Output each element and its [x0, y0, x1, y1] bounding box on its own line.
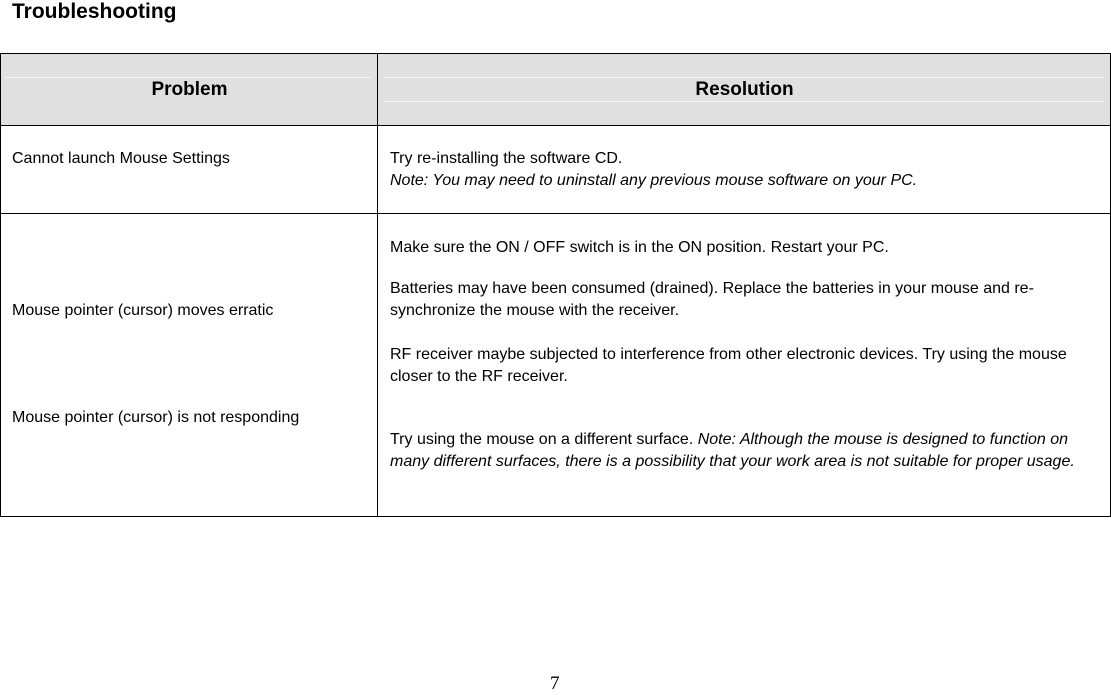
resolution-batteries: Batteries may have been consumed (drained). Replace the batteries in your mouse and re-synchronize the mouse with the receiver. — [390, 280, 1034, 319]
table-header — [1, 54, 1110, 126]
resolution-surface — [390, 429, 1102, 473]
page-number: 7 — [550, 673, 560, 694]
resolution-surface-note: Note: Although the mouse is designed to function on many different surfaces, there is a possibility that your work area is not suitable for proper usage. — [390, 431, 1075, 470]
troubleshooting-table — [0, 53, 1111, 517]
resolution-switch: Make sure the ON / OFF switch is in the ON position. Restart your PC. — [390, 239, 889, 256]
problem-cell-launch: Cannot launch Mouse Settings — [12, 150, 230, 167]
column-divider — [377, 54, 378, 516]
resolution-rf-receiver: RF receiver maybe subjected to interference from other electronic devices. Try using the mouse closer to the RF receiver. — [390, 346, 1067, 385]
resolution-surface-text: Try using the mouse on a different surface. — [390, 431, 698, 448]
row-divider — [1, 213, 1110, 214]
header-problem: Problem — [151, 78, 228, 100]
problem-cell-erratic: Mouse pointer (cursor) moves erratic — [12, 302, 274, 319]
resolution-reinstall: Try re-installing the software CD. — [390, 150, 623, 167]
resolution-uninstall-note: Note: You may need to uninstall any previous mouse software on your PC. — [390, 172, 918, 189]
header-resolution: Resolution — [695, 78, 794, 100]
problem-cell-not-responding: Mouse pointer (cursor) is not responding — [12, 409, 300, 426]
page-title: Troubleshooting — [12, 0, 177, 23]
